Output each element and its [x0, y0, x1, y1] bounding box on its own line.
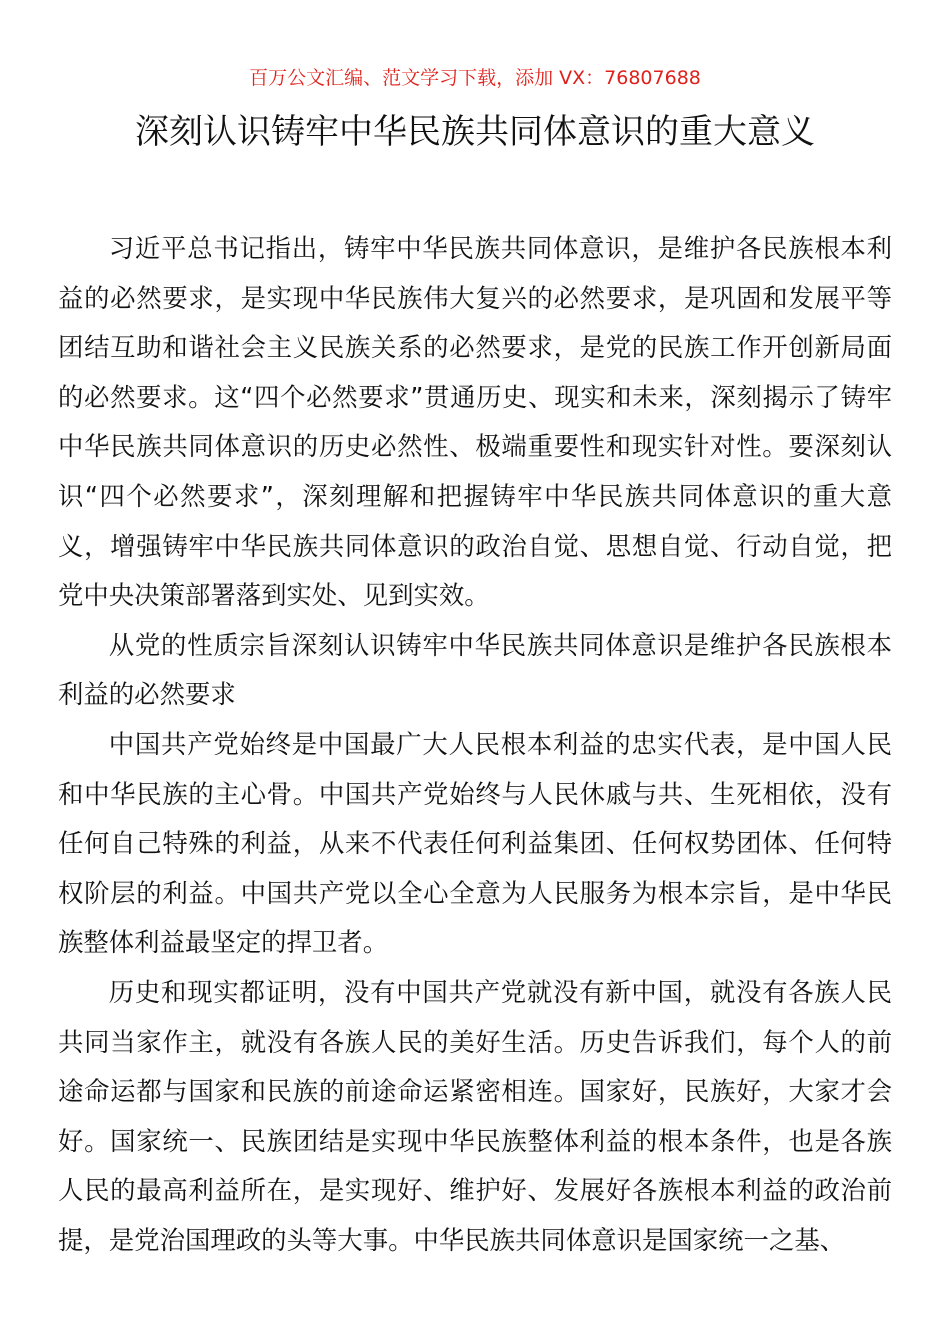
paragraph-party-nature: 中国共产党始终是中国最广大人民根本利益的忠实代表，是中国人民和中华民族的主心骨。中国共产党始终与人民休戚与共、生死相依，没有任何自己特殊的利益，从来不代表任何利益集团、任何权势团体、任何特权阶层的利益。中国共产党以全心全意为人民服务为根本宗旨，是中华民族整体利益最坚定的捍卫者。 [58, 728, 892, 958]
paragraph-section-heading: 从党的性质宗旨深刻认识铸牢中华民族共同体意识是维护各民族根本利益的必然要求 [58, 629, 892, 710]
header-watermark-note: 百万公文汇编、范文学习下载，添加 VX：76807688 [249, 67, 701, 89]
paragraph-intro: 习近平总书记指出，铸牢中华民族共同体意识，是维护各民族根本利益的必然要求，是实现中华民族伟大复兴的必然要求，是巩固和发展平等团结互助和谐社会主义民族关系的必然要求，是党的民族工作开创新局面的必然要求。这“四个必然要求”贯通历史、现实和未来，深刻揭示了铸牢中华民族共同体意识的历史必然性、极端重要性和现实针对性。要深刻认识“四个必然要求”，深刻理解和把握铸牢中华民族共同体意识的重大意义，增强铸牢中华民族共同体意识的政治自觉、思想自觉、行动自觉，把党中央决策部署落到实处、见到实效。 [58, 233, 892, 611]
document-title: 深刻认识铸牢中华民族共同体意识的重大意义 [135, 112, 815, 152]
document-body [58, 224, 892, 1265]
paragraph-history-reality: 历史和现实都证明，没有中国共产党就没有新中国，就没有各族人民共同当家作主，就没有各族人民的美好生活。历史告诉我们，每个人的前途命运都与国家和民族的前途命运紧密相连。国家好，民族好，大家才会好。国家统一、民族团结是实现中华民族整体利益的根本条件，也是各族人民的最高利益所在，是实现好、维护好、发展好各族根本利益的政治前提，是党治国理政的头等大事。中华民族共同体意识是国家统一之基、 [58, 976, 892, 1255]
